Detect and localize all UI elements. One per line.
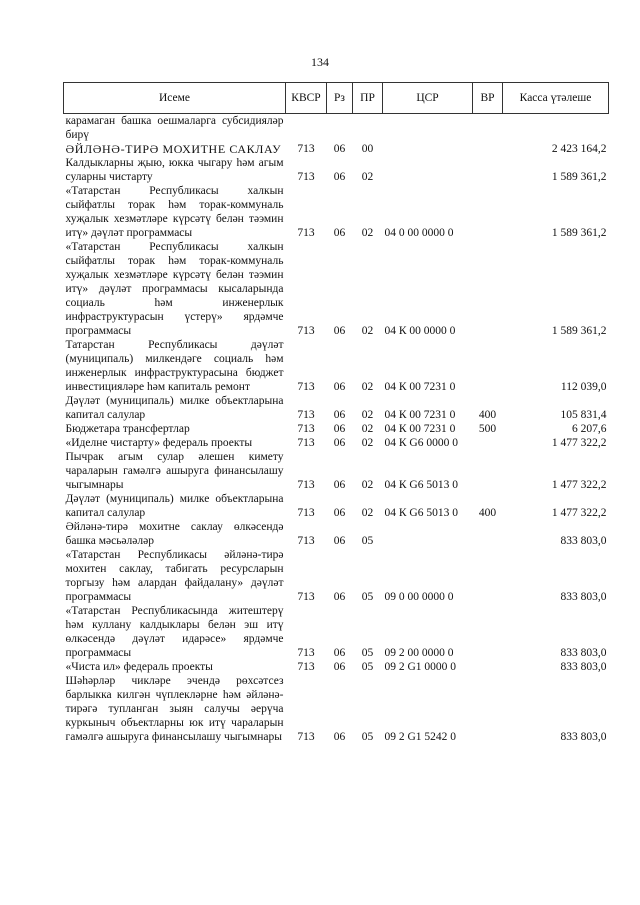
row-csr (383, 156, 473, 184)
row-kvsr: 713 (297, 731, 315, 743)
row-kvsr: 713 (297, 171, 315, 183)
row-name: Дәүләт (муниципаль) милке объектларына капитал салулар (65, 493, 284, 519)
row-kvsr: 713 (297, 647, 315, 659)
row-pr: 05 (361, 647, 374, 659)
row-csr: 09 2 G1 0000 0 (384, 661, 457, 673)
row-vr (473, 450, 503, 492)
table-row (64, 338, 609, 394)
header-rz: Рз (327, 83, 353, 114)
row-rz: 06 (333, 227, 346, 239)
row-amount (503, 114, 609, 143)
row-csr: 09 2 00 0000 0 (384, 647, 454, 659)
row-csr: 04 К 00 7231 0 (384, 423, 456, 435)
row-amount: 833 803,0 (560, 647, 607, 659)
row-rz: 06 (333, 143, 346, 155)
row-pr: 05 (361, 535, 374, 547)
row-csr: 04 К G6 5013 0 (384, 479, 458, 491)
row-pr: 02 (361, 437, 374, 449)
table-row (64, 436, 609, 450)
row-rz: 06 (333, 535, 346, 547)
header-vr: ВР (473, 83, 503, 114)
row-rz: 06 (333, 325, 346, 337)
row-amount: 105 831,4 (560, 409, 607, 421)
table-row (64, 492, 609, 520)
row-pr: 02 (361, 381, 374, 393)
row-csr: 04 К G6 5013 0 (384, 507, 458, 519)
row-rz: 06 (333, 647, 346, 659)
row-name: «Татарстан Республикасында житештерү һәм куллану калдыклары белән эш итү өлкәсендә дәүләт идарәсе» ярдәмче программасы (65, 605, 284, 659)
row-vr: 500 (478, 423, 497, 435)
row-amount: 833 803,0 (560, 535, 607, 547)
row-kvsr: 713 (297, 227, 315, 239)
row-kvsr: 713 (297, 535, 315, 547)
row-name: «Татарстан Республикасы әйләнә-тирә мохитен саклау, табигать ресурсларын торгызу һәм алардан файдалану» дәүләт программасы (65, 549, 284, 603)
header-csr: ЦСР (383, 83, 473, 114)
row-csr: 04 0 00 0000 0 (384, 227, 454, 239)
row-vr: 400 (478, 507, 497, 519)
row-name: карамаган башка оешмаларга субсидияләр бирү (65, 115, 284, 141)
row-amount: 833 803,0 (560, 661, 607, 673)
row-csr: 04 К 00 0000 0 (384, 325, 456, 337)
row-kvsr: 713 (297, 479, 315, 491)
row-amount: 1 477 322,2 (551, 507, 607, 519)
row-pr: 02 (361, 423, 374, 435)
row-csr: 04 К 00 7231 0 (384, 409, 456, 421)
row-amount: 833 803,0 (560, 731, 607, 743)
row-rz: 06 (333, 409, 346, 421)
row-kvsr: 713 (297, 591, 315, 603)
table-row (64, 114, 609, 143)
row-amount: 2 423 164,2 (551, 143, 607, 155)
row-rz (327, 114, 353, 143)
table-row (64, 548, 609, 604)
row-amount: 6 207,6 (572, 423, 607, 435)
row-kvsr: 713 (297, 143, 315, 155)
row-pr: 02 (361, 171, 374, 183)
row-vr (473, 156, 503, 184)
row-pr: 05 (361, 661, 374, 673)
row-vr (473, 184, 503, 240)
row-vr (473, 674, 503, 744)
row-kvsr: 713 (297, 423, 315, 435)
table-row (64, 422, 609, 436)
row-csr (383, 520, 473, 548)
row-csr (383, 142, 473, 156)
row-vr (473, 436, 503, 450)
row-name: «Чиста ил» федераль проекты (65, 661, 213, 673)
row-kvsr: 713 (297, 381, 315, 393)
row-kvsr: 713 (297, 507, 315, 519)
row-rz: 06 (333, 171, 346, 183)
row-vr (473, 548, 503, 604)
table-row (64, 394, 609, 422)
row-name: Шәһәрләр чикләре эчендә рөхсәтсез барлыкка килгән чүплекләрне һәм әйләнә-тирәгә тупланган зыян салучы әерүча куркыныч объектларны юк итү чараларын гамәлгә ашыруга финансылашу чыгымнары (65, 675, 284, 743)
row-name: Дәүләт (муниципаль) милке объектларына капитал салулар (65, 395, 284, 421)
row-name: Пычрак агым сулар әлешен кимету чараларын гамәлгә ашыруга финансылашу чыгымнары (65, 451, 284, 491)
row-rz: 06 (333, 731, 346, 743)
row-name: Татарстан Республикасы дәүләт (муниципаль) милкендәге социаль һәм инженерлык инфраструктурасына бюджет инвестицияләре һәм капиталь ремонт (65, 339, 284, 393)
row-csr: 04 К 00 7231 0 (384, 381, 456, 393)
row-vr (473, 240, 503, 338)
header-kassa: Касса үтәлеше (503, 83, 609, 114)
row-vr (473, 338, 503, 394)
table-row (64, 142, 609, 156)
row-kvsr: 713 (297, 661, 315, 673)
row-rz: 06 (333, 507, 346, 519)
row-vr (473, 660, 503, 674)
budget-table (63, 82, 609, 744)
row-rz: 06 (333, 479, 346, 491)
row-amount: 112 039,0 (560, 381, 607, 393)
table-row (64, 184, 609, 240)
row-name: ӘЙЛӘНӘ-ТИРӘ МОХИТНЕ САКЛАУ (65, 142, 282, 156)
header-kvsr: КВСР (286, 83, 327, 114)
row-kvsr: 713 (297, 325, 315, 337)
row-pr: 02 (361, 479, 374, 491)
row-csr (383, 114, 473, 143)
row-amount: 1 477 322,2 (551, 479, 607, 491)
row-vr (473, 604, 503, 660)
row-amount: 1 477 322,2 (551, 437, 607, 449)
row-csr: 09 2 G1 5242 0 (384, 731, 457, 743)
row-rz: 06 (333, 661, 346, 673)
row-pr (353, 114, 383, 143)
row-csr: 09 0 00 0000 0 (384, 591, 454, 603)
row-pr: 02 (361, 227, 374, 239)
table-row (64, 156, 609, 184)
table-row (64, 450, 609, 492)
page-number: 134 (311, 55, 329, 69)
row-vr (473, 114, 503, 143)
row-amount: 1 589 361,2 (551, 227, 607, 239)
row-name: Калдыкларны җыю, юкка чыгару һәм агым суларны чистарту (65, 157, 284, 183)
row-vr: 400 (478, 409, 497, 421)
table-row (64, 674, 609, 744)
row-amount: 1 589 361,2 (551, 171, 607, 183)
header-pr: ПР (353, 83, 383, 114)
row-vr (473, 520, 503, 548)
row-amount: 1 589 361,2 (551, 325, 607, 337)
row-pr: 00 (361, 143, 374, 155)
table-row (64, 604, 609, 660)
table-row (64, 660, 609, 674)
row-kvsr: 713 (297, 437, 315, 449)
row-pr: 02 (361, 507, 374, 519)
row-vr (473, 142, 503, 156)
table-row (64, 520, 609, 548)
row-amount: 833 803,0 (560, 591, 607, 603)
row-name: «Татарстан Республикасы халкын сыйфатлы торак һәм торак-коммуналь хуҗалык хезмәтләре күрсәтү белән тәэмин итү» дәүләт программасы (65, 185, 284, 239)
row-pr: 05 (361, 731, 374, 743)
row-pr: 02 (361, 409, 374, 421)
row-rz: 06 (333, 423, 346, 435)
row-kvsr: 713 (297, 409, 315, 421)
row-kvsr (286, 114, 327, 143)
table-row (64, 240, 609, 338)
row-pr: 02 (361, 325, 374, 337)
row-rz: 06 (333, 437, 346, 449)
row-name: Бюджетара трансфертлар (65, 423, 190, 435)
header-name: Исеме (64, 83, 286, 114)
row-rz: 06 (333, 591, 346, 603)
table-header-row (64, 83, 609, 114)
row-name: «Татарстан Республикасы халкын сыйфатлы торак һәм торак-коммуналь хуҗалык хезмәтләре күрсәтү белән тәэмин итү» дәүләт программасы кысаларында социаль һәм инженерлык инфраструктурасын үстерү» ярдәмче программасы (65, 241, 284, 337)
row-pr: 05 (361, 591, 374, 603)
row-name: «Иделне чистарту» федераль проекты (65, 437, 253, 449)
row-name: Әйләнә-тирә мохитне саклау өлкәсендә башка мәсьәләләр (65, 521, 284, 547)
row-csr: 04 К G6 0000 0 (384, 437, 458, 449)
row-rz: 06 (333, 381, 346, 393)
